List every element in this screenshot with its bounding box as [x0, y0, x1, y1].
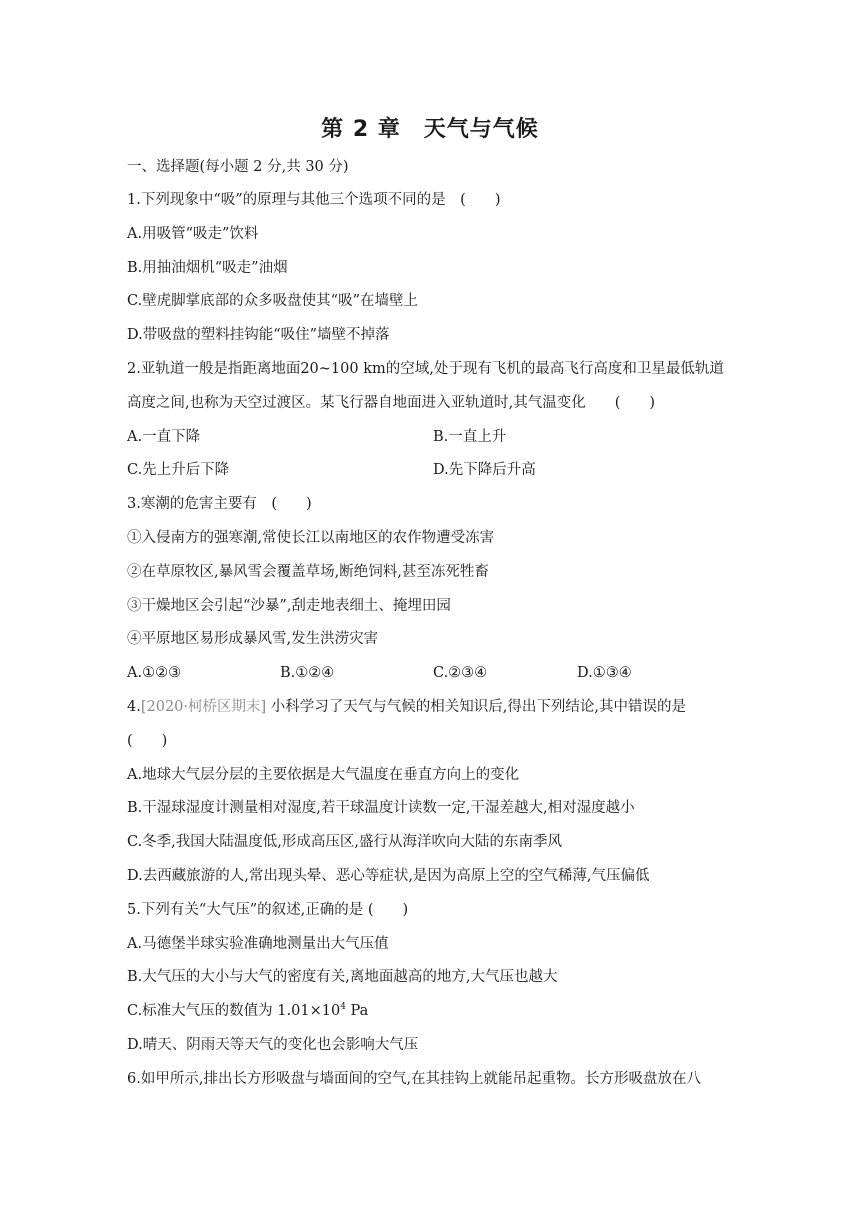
q4-stem-line2: ( ): [127, 733, 168, 749]
q5-option-a: A.马德堡半球实验准确地测量出大气压值: [127, 936, 389, 952]
q4-option-c: C.冬季,我国大陆温度低,形成高压区,盛行从海洋吹向大陆的东南季风: [127, 834, 563, 850]
q1-option-c: C.壁虎脚掌底部的众多吸盘使其“吸”在墙壁上: [127, 293, 419, 309]
q6-stem: 6.如甲所示,排出长方形吸盘与墙面间的空气,在其挂钩上就能吊起重物。长方形吸盘放在八: [127, 1071, 702, 1087]
q5-option-c-unit: Pa: [345, 1003, 369, 1019]
section-heading: 一、选择题(每小题 2 分,共 30 分): [127, 159, 349, 175]
q2-option-c: C.先上升后下降: [127, 462, 230, 478]
q2-option-a: A.一直下降: [127, 429, 201, 445]
q4-number: 4.: [127, 699, 141, 715]
q3-option-a: A.①②③: [127, 665, 182, 681]
q4-stem-text: 小科学习了天气与气候的相关知识后,得出下列结论,其中错误的是: [266, 699, 686, 715]
q4-option-a: A.地球大气层分层的主要依据是大气温度在垂直方向上的变化: [127, 767, 520, 783]
q3-statement-1: ①入侵南方的强寒潮,常使长江以南地区的农作物遭受冻害: [127, 530, 495, 546]
q4-source-tag: [2020·柯桥区期末]: [140, 699, 267, 715]
q5-stem: 5.下列有关“大气压”的叙述,正确的是 ( ): [127, 902, 409, 918]
q3-statement-2: ②在草原牧区,暴风雪会覆盖草场,断绝饲料,甚至冻死牲畜: [127, 564, 489, 580]
q5-option-c-text: C.标准大气压的数值为 1.01×10: [127, 1003, 341, 1019]
q4-option-d: D.去西藏旅游的人,常出现头晕、恶心等症状,是因为高原上空的空气稀薄,气压偏低: [127, 868, 650, 884]
q1-option-b: B.用抽油烟机“吸走”油烟: [127, 260, 288, 276]
q2-stem-line1: 2.亚轨道一般是指距离地面20~100 km的空域,处于现有飞机的最高飞行高度和卫星最低轨道: [127, 361, 724, 377]
q5-option-d: D.晴天、阴雨天等天气的变化也会影响大气压: [127, 1037, 419, 1053]
q3-option-d: D.①③④: [577, 665, 632, 681]
q5-option-b: B.大气压的大小与大气的密度有关,离地面越高的地方,大气压也越大: [127, 969, 558, 985]
q2-option-b: B.一直上升: [433, 429, 507, 445]
q4-stem-line1: [127, 697, 686, 717]
q3-stem: 3.寒潮的危害主要有 ( ): [127, 496, 312, 512]
q1-option-a: A.用吸管“吸走”饮料: [127, 226, 259, 242]
q3-option-c: C.②③④: [433, 665, 488, 681]
q4-option-b: B.干湿球湿度计测量相对湿度,若干球温度计读数一定,干湿差越大,相对湿度越小: [127, 800, 635, 816]
q3-option-b: B.①②④: [280, 665, 335, 681]
q1-stem: 1.下列现象中“吸”的原理与其他三个选项不同的是 ( ): [127, 192, 501, 208]
q5-option-c-exponent: 4: [340, 1002, 346, 1013]
q3-statement-3: ③干燥地区会引起“沙暴”,刮走地表细土、掩埋田园: [127, 598, 451, 614]
q5-option-c: [127, 1001, 368, 1021]
q2-stem-line2: 高度之间,也称为天空过渡区。某飞行器自地面进入亚轨道时,其气温变化 ( ): [127, 395, 656, 411]
q3-statement-4: ④平原地区易形成暴风雪,发生洪涝灾害: [127, 631, 379, 647]
q2-option-d: D.先下降后升高: [433, 462, 536, 478]
q1-option-d: D.带吸盘的塑料挂钩能“吸住”墙壁不掉落: [127, 327, 390, 343]
chapter-title: 第 2 章 天气与气候: [321, 117, 539, 142]
